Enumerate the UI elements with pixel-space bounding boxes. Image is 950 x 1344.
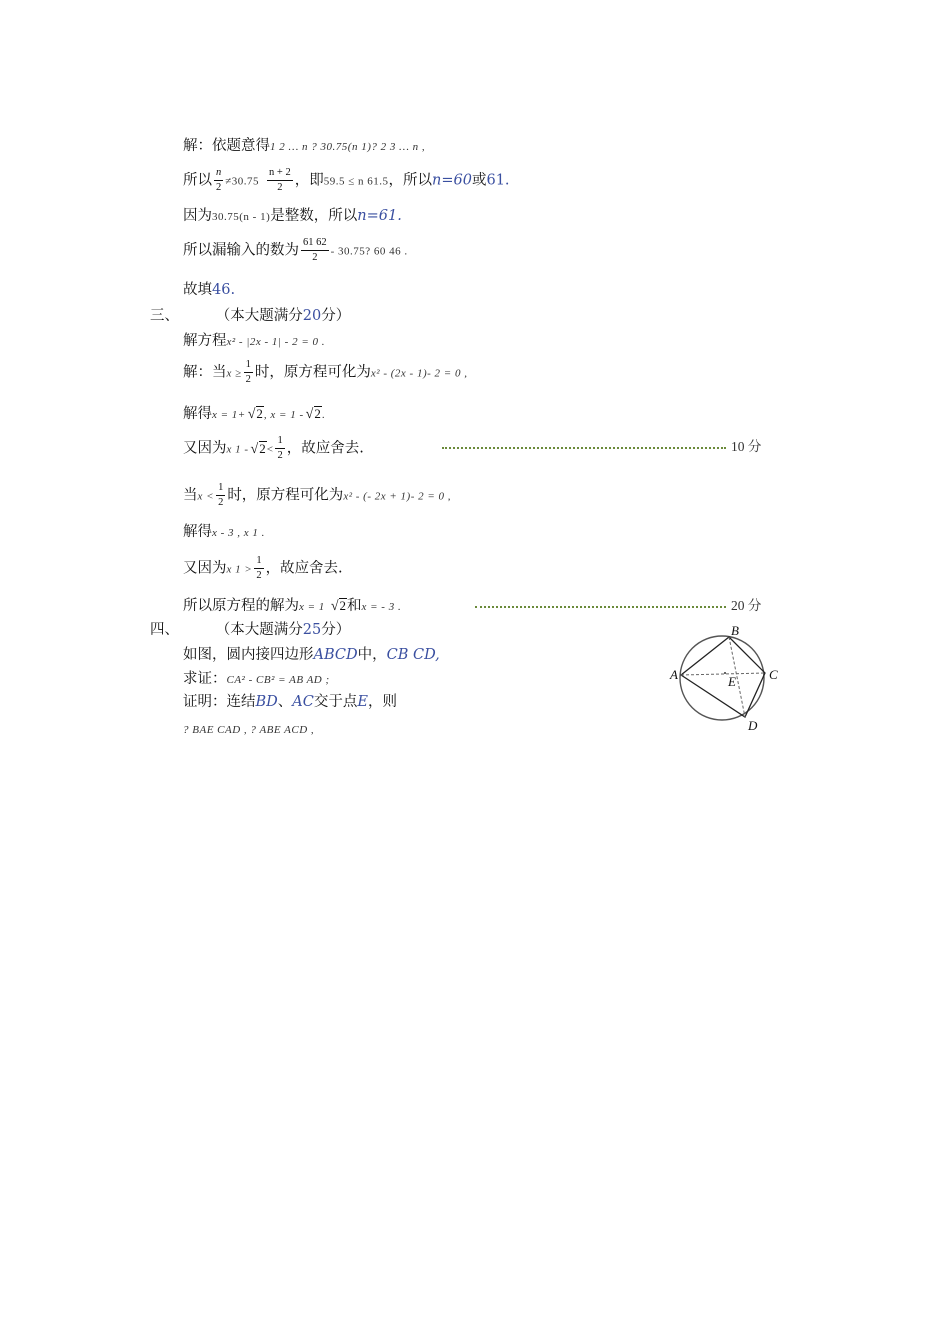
section-title: （本大题满分 bbox=[223, 308, 303, 324]
s3-line-5 bbox=[183, 483, 451, 508]
math: x 1 - bbox=[226, 443, 249, 456]
section-4-header bbox=[150, 623, 350, 638]
math: x 1 > bbox=[226, 563, 253, 576]
text-highlight: n=60 bbox=[432, 172, 472, 189]
text-highlight: n=61. bbox=[357, 208, 402, 224]
sqrt: √ 2 bbox=[314, 406, 322, 422]
section-score: 25 bbox=[302, 622, 322, 638]
math: x - 3 , x 1 . bbox=[212, 527, 265, 539]
sqrt: √ 2 bbox=[256, 406, 264, 422]
math: x ≥ bbox=[226, 367, 242, 380]
s3-line-7 bbox=[183, 556, 343, 581]
text: 又因为 bbox=[183, 440, 227, 457]
sqrt: √ 2 bbox=[259, 441, 267, 457]
text: 是整数，所以 bbox=[270, 208, 358, 224]
text: 、 bbox=[277, 694, 293, 710]
text: 或 bbox=[471, 172, 487, 189]
text: 时，原方程可化为 bbox=[227, 487, 344, 504]
s3-line-2 bbox=[183, 360, 467, 385]
text: 和 bbox=[347, 598, 362, 614]
text-highlight: ABCD bbox=[313, 647, 358, 663]
text-highlight: 46. bbox=[212, 282, 236, 298]
text: ，则 bbox=[367, 694, 397, 710]
text: 解：依题意得 bbox=[183, 138, 270, 154]
math: x² - (2x - 1)- 2 = 0 , bbox=[370, 367, 468, 380]
s3-line-6 bbox=[183, 525, 265, 540]
math: 30.75(n - 1) bbox=[212, 211, 271, 223]
math: x = 1 bbox=[299, 601, 325, 613]
text: 解得 bbox=[183, 524, 212, 540]
section-title-end: 分） bbox=[321, 308, 351, 324]
text: ，所以 bbox=[388, 172, 433, 189]
s3-line-8 bbox=[183, 598, 401, 614]
text: 中， bbox=[357, 647, 387, 663]
math: x² - |2x - 1| - 2 = 0 . bbox=[226, 336, 326, 348]
fraction: $\frac{n}{2}$ bbox=[216, 167, 222, 193]
text: 故填 bbox=[183, 282, 212, 298]
section-number: 三、 bbox=[150, 308, 179, 324]
text: ，故应舍去. bbox=[265, 560, 343, 577]
section-title: （本大题满分 bbox=[223, 622, 303, 638]
text: 又因为 bbox=[183, 560, 227, 577]
fraction: $\frac{1}{2}$ bbox=[245, 359, 251, 385]
text: 时，原方程可化为 bbox=[254, 364, 371, 381]
math: - 30.75? 60 46 . bbox=[330, 245, 408, 258]
text: 所以漏输入的数为 bbox=[183, 242, 299, 259]
s3-line-3 bbox=[183, 406, 325, 422]
text: 交于点 bbox=[313, 694, 358, 710]
s2-line-5 bbox=[183, 283, 235, 298]
label-c: C bbox=[769, 667, 778, 682]
s2-line-1 bbox=[183, 139, 425, 154]
text-highlight: E bbox=[357, 694, 368, 710]
label-a: A bbox=[670, 667, 678, 682]
section-title-end: 分） bbox=[321, 622, 351, 638]
math: ≠30.75 bbox=[225, 175, 260, 188]
text: 解方程 bbox=[183, 333, 227, 349]
fraction: $\frac{1}{2}$ bbox=[218, 482, 224, 508]
score-10: 10 分 bbox=[731, 439, 762, 454]
dotted-leader bbox=[442, 447, 726, 449]
sqrt: √ 2 bbox=[339, 598, 347, 614]
math: < bbox=[266, 443, 274, 456]
s2-line-3 bbox=[183, 209, 402, 224]
text-highlight: CB CD, bbox=[386, 647, 440, 663]
diagonal-ac bbox=[681, 673, 765, 675]
s4-line-2 bbox=[183, 672, 330, 687]
fraction: $\frac{61 62}{2}$ bbox=[303, 237, 327, 263]
fraction: $\frac{1}{2}$ bbox=[256, 555, 262, 581]
math: x = 1+ bbox=[212, 409, 246, 421]
text: 所以原方程的解为 bbox=[183, 598, 299, 614]
text: 所以 bbox=[183, 172, 212, 189]
circle bbox=[680, 636, 764, 720]
s3-line-4 bbox=[183, 436, 364, 461]
s2-line-4 bbox=[183, 238, 408, 263]
point-e bbox=[724, 672, 726, 674]
text-highlight: AC bbox=[292, 694, 314, 710]
cyclic-quadrilateral-figure bbox=[662, 622, 790, 734]
s4-line-1 bbox=[183, 648, 440, 663]
math: CA² - CB² = AB AD ; bbox=[226, 674, 330, 686]
label-d: D bbox=[748, 718, 758, 733]
label-e: E bbox=[728, 674, 736, 689]
fraction: $\frac{1}{2}$ bbox=[277, 435, 283, 461]
label-b: B bbox=[731, 623, 739, 638]
s2-line-2 bbox=[183, 168, 510, 193]
s3-line-1 bbox=[183, 334, 325, 349]
math: . bbox=[321, 409, 326, 421]
text-highlight: 61. bbox=[486, 172, 510, 189]
math: x = - 3 . bbox=[361, 601, 402, 613]
text: 当 bbox=[183, 487, 198, 504]
text-highlight: BD bbox=[255, 694, 278, 710]
text: 求证： bbox=[183, 671, 227, 687]
text: 证明：连结 bbox=[183, 694, 256, 710]
dotted-leader bbox=[475, 606, 726, 608]
fraction: $\frac{n + 2}{2}$ bbox=[269, 167, 291, 193]
section-score: 20 bbox=[302, 308, 322, 324]
math: x < bbox=[197, 490, 215, 503]
text: 因为 bbox=[183, 208, 212, 224]
text: 解：当 bbox=[183, 364, 227, 381]
math: 1 2 … n ? 30.75(n 1)? 2 3 … n , bbox=[270, 141, 426, 153]
text: 如图，圆内接四边形 bbox=[183, 647, 314, 663]
math: , x = 1 - bbox=[263, 409, 304, 421]
text: 解得 bbox=[183, 406, 212, 422]
score-20: 20 分 bbox=[731, 598, 762, 613]
text: ，即 bbox=[294, 172, 324, 189]
section-number: 四、 bbox=[150, 622, 179, 638]
s4-line-3 bbox=[183, 695, 397, 710]
math: ? BAE CAD , ? ABE ACD , bbox=[183, 724, 315, 736]
text: ，故应舍去. bbox=[286, 440, 364, 457]
math: x² - (- 2x + 1)- 2 = 0 , bbox=[343, 490, 452, 503]
section-3-header bbox=[150, 309, 350, 324]
math: 59.5 ≤ n 61.5 bbox=[323, 175, 389, 188]
s4-line-4 bbox=[183, 722, 314, 737]
